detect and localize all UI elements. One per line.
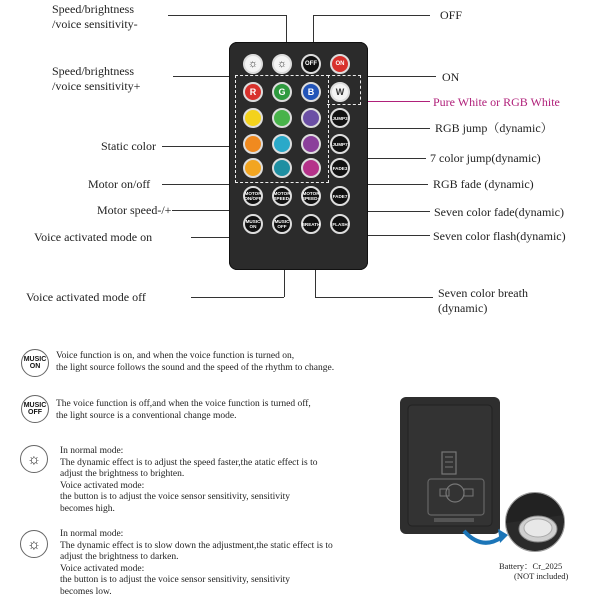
leader-line (313, 15, 430, 16)
speed-down-button[interactable] (243, 54, 263, 74)
battery-compartment-illustration (400, 397, 500, 534)
leader-line (315, 297, 433, 298)
sun-plus-icon: ☼ (276, 58, 288, 70)
label-rgb-fade: RGB fade (dynamic) (433, 177, 534, 191)
icon-text: MUSIC (23, 402, 47, 409)
breath-button[interactable]: BREATH (301, 214, 321, 234)
icon-text: OFF (28, 409, 42, 416)
off-button[interactable]: OFF (301, 54, 321, 74)
speed-down-description: In normal mode: The dynamic effect is to slow down the adjustment,the static effect is to adjust the brightness to darken. Voice activated mode: the button is to adjust the voice sensor sensitivity, sensitivity becomes low. (60, 529, 333, 597)
coin-battery-icon (506, 493, 564, 551)
motor-speed-minus-button[interactable] (272, 186, 292, 206)
music-off-description: The voice function is off,and when the voice function is turned off, the light source is a conventional change mode. (56, 399, 311, 421)
flash-button[interactable]: FLASH (330, 214, 350, 234)
music-off-icon (21, 395, 49, 423)
label-seven-breath: Seven color breath (dynamic) (438, 286, 528, 315)
label-voice-on: Voice activated mode on (34, 230, 153, 244)
music-off-button[interactable] (272, 214, 292, 234)
label-speed-up: Speed/brightness /voice sensitivity+ (52, 64, 141, 93)
battery-closeup (505, 492, 565, 552)
music-on-icon (21, 349, 49, 377)
label-on: ON (442, 70, 460, 84)
color-w-button[interactable]: W (330, 82, 350, 102)
btn-text: MUSIC (274, 219, 290, 224)
label-7color-jump: 7 color jump(dynamic) (430, 151, 541, 165)
motor-speed-plus-button[interactable] (301, 186, 321, 206)
color-g-button[interactable]: G (272, 82, 292, 102)
jump7-button[interactable]: JUMP7 (330, 134, 350, 154)
music-on-description: Voice function is on, and when the voice function is turned on, the light source follows the sound and the speed of the rhythm to change. (56, 351, 335, 373)
label-voice-off: Voice activated mode off (26, 290, 146, 304)
label-motor-onoff: Motor on/off (88, 177, 151, 191)
remote-back (400, 397, 500, 534)
label-seven-fade: Seven color fade(dynamic) (434, 205, 564, 219)
btn-text: SPEED+ (301, 196, 321, 201)
jump3-button[interactable]: JUMP3 (330, 108, 350, 128)
btn-text: MOTOR (302, 191, 320, 196)
sun-minus-icon: ☼ (20, 530, 48, 558)
btn-text: ON/OFF (244, 196, 262, 201)
btn-text: SPEED- (273, 196, 291, 201)
label-motor-speed: Motor speed-/+ (97, 203, 172, 217)
white-button-outline (327, 75, 361, 105)
btn-text: MUSIC (245, 219, 261, 224)
motor-onoff-button[interactable] (243, 186, 263, 206)
on-button[interactable]: ON (330, 54, 350, 74)
static-color-group-outline (235, 75, 329, 183)
battery-label: Battery：Cr_2025 (499, 561, 563, 571)
speed-up-button[interactable] (272, 54, 292, 74)
btn-text: ON (249, 224, 257, 229)
btn-text: OFF (277, 224, 287, 229)
battery-note: (NOT included) (514, 571, 569, 581)
label-static-color: Static color (101, 139, 156, 153)
icon-text: MUSIC (23, 356, 47, 363)
speed-up-description: In normal mode: The dynamic effect is to adjust the speed faster,the atatic effect is to adjust the brightness to brighten. Voice activated mode: the button is to adjust the voice sensor sensitivity, sensitivity becomes high. (60, 446, 318, 514)
label-seven-flash: Seven color flash(dynamic) (433, 229, 566, 243)
fade3-button[interactable]: FADE3 (330, 158, 350, 178)
leader-line (168, 15, 286, 16)
label-rgb-jump: RGB jump（dynamic） (435, 121, 553, 135)
leader-line (191, 297, 284, 298)
label-speed-down: Speed/brightness /voice sensitivity- (52, 2, 138, 31)
arrow-icon (460, 525, 510, 555)
icon-text: ON (29, 363, 41, 370)
fade7-button[interactable]: FADE7 (330, 186, 350, 206)
color-r-button[interactable]: R (243, 82, 263, 102)
sun-plus-icon: ☼ (20, 445, 48, 473)
color-b-button[interactable]: B (301, 82, 321, 102)
label-off: OFF (440, 8, 463, 22)
btn-text: MOTOR (273, 191, 291, 196)
btn-text: MOTOR (244, 191, 262, 196)
label-pure-white: Pure White or RGB White (433, 95, 560, 109)
music-on-button[interactable] (243, 214, 263, 234)
sun-minus-icon: ☼ (247, 58, 259, 70)
